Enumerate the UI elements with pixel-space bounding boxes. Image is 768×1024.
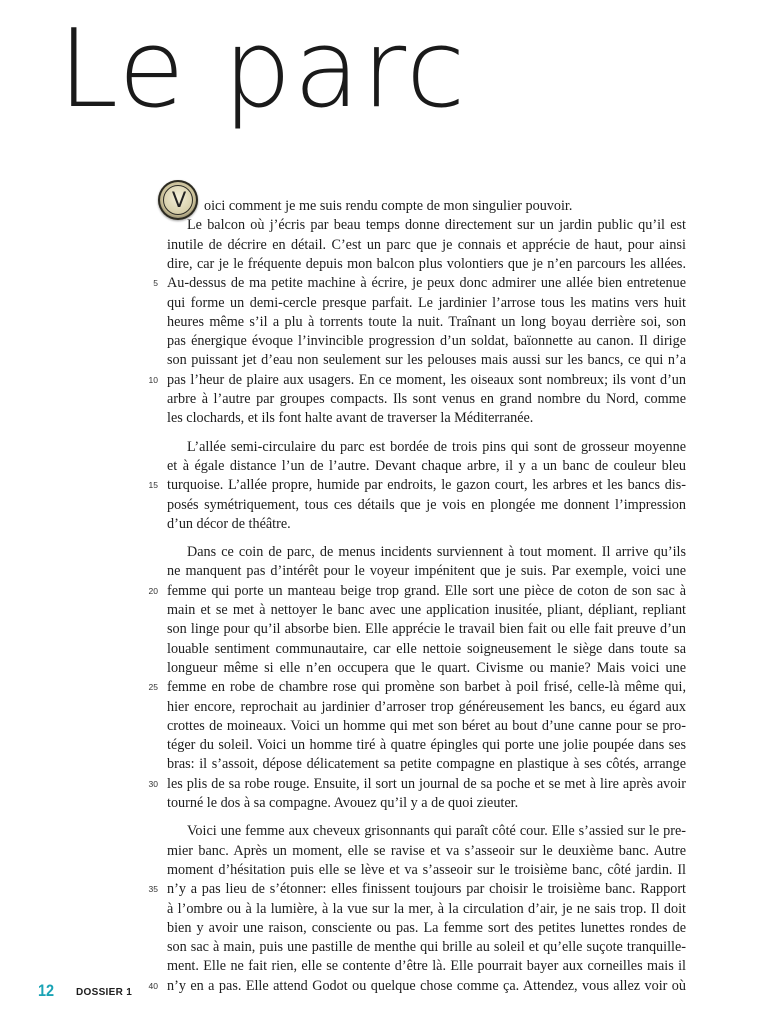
text-line: son puissant jet d’eau non seulement sur les pelouses mais aussi sur les bancs, ce qui n’a — [167, 352, 686, 369]
text-line: moment d’hésitation puis elle se lève et va s’asseoir sur le troisième banc, côté jardin. Il — [167, 861, 686, 878]
text-line: femme en robe de chambre rose qui promène son barbet à poil frisé, celle-là même qui, — [167, 679, 686, 696]
text-line: turquoise. L’allée propre, humide par endroits, le gazon court, les arbres et les bancs dis- — [167, 477, 686, 494]
text-line: louable sentiment communautaire, car elle nettoie soigneusement le siège dans toute sa — [167, 640, 686, 657]
text-line: à l’ombre ou à la lumière, à la vue sur la mer, à la circulation d’air, je ne sais trop. Il doit — [167, 900, 686, 917]
text-line: femme qui porte un manteau beige trop grand. Elle sort une pièce de coton de son sac à — [167, 582, 686, 599]
text-line: longueur même si elle n’en occupera que le quart. Civisme ou manie? Mais voici une — [167, 659, 686, 676]
text-line: main et se met à nettoyer le banc avec une application inusitée, pliant, dépliant, repliant — [167, 602, 686, 618]
dropcap-v-badge — [158, 180, 198, 220]
text-line: heures même s’il a plu à torrents toute la nuit. Traînant un long boyau derrière soi, son — [167, 313, 686, 330]
text-line: hier encore, reprochait au jardinier d’arroser trop généreusement les bancs, eu égard aux — [167, 698, 686, 715]
text-line: n’y en a pas. Elle attend Godot ou quelque chose comme ça. Attendez, vous allez voir où — [167, 977, 686, 994]
text-line: L’allée semi-circulaire du parc est bordée de trois pins qui sont de grosseur moyenne — [187, 438, 686, 455]
text-line: Dans ce coin de parc, de menus incidents surviennent à tout moment. Il arrive qu’ils — [187, 544, 686, 561]
text-line: ne manquent pas d’intérêt pour le voyeur impénitent que je suis. Par exemple, voici une — [167, 563, 686, 580]
text-line: les plis de sa robe rouge. Ensuite, il sort un journal de sa poche et se met à lire après avoir — [167, 775, 686, 792]
text-line: arbre à l’autre par groupes compacts. Ils sont venus en grand nombre du Nord, comme — [167, 391, 686, 407]
text-line: bien y avoir une raison, consciente ou pas. La femme sort des petites lunettes rondes de — [167, 919, 686, 936]
line-number: 15 — [148, 480, 158, 491]
line-number: 35 — [148, 884, 158, 895]
text-line: pas l’heur de plaire aux usagers. En ce moment, les oiseaux sont nombreux; ils vont d’un — [167, 371, 686, 388]
text-line: tourné le dos à sa compagne. Avouez qu’il y a de quoi zieuter. — [167, 795, 519, 811]
text-line: crottes de moineaux. Voici un homme qui met son béret au bout d’une canne pour se pro- — [167, 717, 686, 734]
line-number: 30 — [148, 778, 158, 789]
page-title: Le parc — [58, 7, 468, 132]
page-number: 12 — [38, 981, 55, 1000]
line-number: 40 — [148, 980, 158, 991]
text-line: mier banc. Après un moment, elle se ravise et va s’asseoir sur le deuxième banc. Autre — [167, 842, 686, 859]
text-line: ment. Elle ne fait rien, elle se contente d’être là. Elle pourrait bayer aux corneilles mais il — [167, 958, 686, 975]
text-line: son linge pour qu’il absorbe bien. Elle apprécie le travail bien fait ou elle fait preuve d’un — [167, 621, 686, 638]
section-label: DOSSIER 1 — [76, 987, 133, 998]
text-line: dire, car je le fréquente depuis mon balcon plus volontiers que je n’en parcours les allées. — [167, 255, 686, 272]
line-number: 10 — [148, 374, 158, 385]
text-line: Au-dessus de ma petite machine à écrire, je peux donc admirer une allée bien entretenue — [167, 275, 686, 292]
text-line: Voici une femme aux cheveux grisonnants qui paraît côté cour. Elle s’assied sur le pre- — [187, 823, 686, 840]
text-line: Le balcon où j’écris par beau temps donne directement sur un jardin public qu’il est — [187, 217, 686, 234]
text-line: et à égale distance l’un de l’autre. Devant chaque arbre, il y a un banc de couleur bleu — [167, 457, 686, 474]
text-line: son sac à main, puis une pastille de menthe qui brille au soleil et qu’elle suçote tranquille- — [167, 939, 686, 956]
text-line: les clochards, et ils font halte avant de traverser la Méditerranée. — [167, 410, 534, 427]
text-line: n’y a pas lieu de s’étonner: elles finissent toujours par choisir le troisième banc. Rapport — [167, 881, 686, 898]
text-line: inutile de décrire en détail. C’est un parc que je connais et apprécie de haut, pour ainsi — [167, 236, 686, 253]
dropcap-inner-ring — [163, 185, 193, 215]
text-line: oici comment je me suis rendu compte de mon singulier pouvoir. — [204, 198, 573, 214]
text-line: bras: il s’assoit, dépose délicatement sa petite compagne en plastique à ses côtés, arrange — [167, 756, 686, 773]
dropcap-letter: V — [171, 188, 187, 212]
text-line: pas énergique évoque l’invincible progression d’un soldat, baïonnette au canon. Il dirige — [167, 333, 686, 350]
text-line: qui forme un demi-cercle presque parfait. Le jardinier l’arrose tous les matins vers huit — [167, 294, 686, 311]
text-line: téger du soleil. Voici un homme tiré à quatre épingles qui porte une jolie poupée dans ses — [167, 737, 686, 754]
line-number: 25 — [148, 682, 158, 693]
line-number: 20 — [148, 585, 158, 596]
line-number: 5 — [153, 278, 158, 289]
text-line: d’un décor de théâtre. — [167, 515, 291, 532]
text-line: posés symétriquement, tous ces détails que je vois en plongée me donnent l’impression — [167, 496, 686, 513]
